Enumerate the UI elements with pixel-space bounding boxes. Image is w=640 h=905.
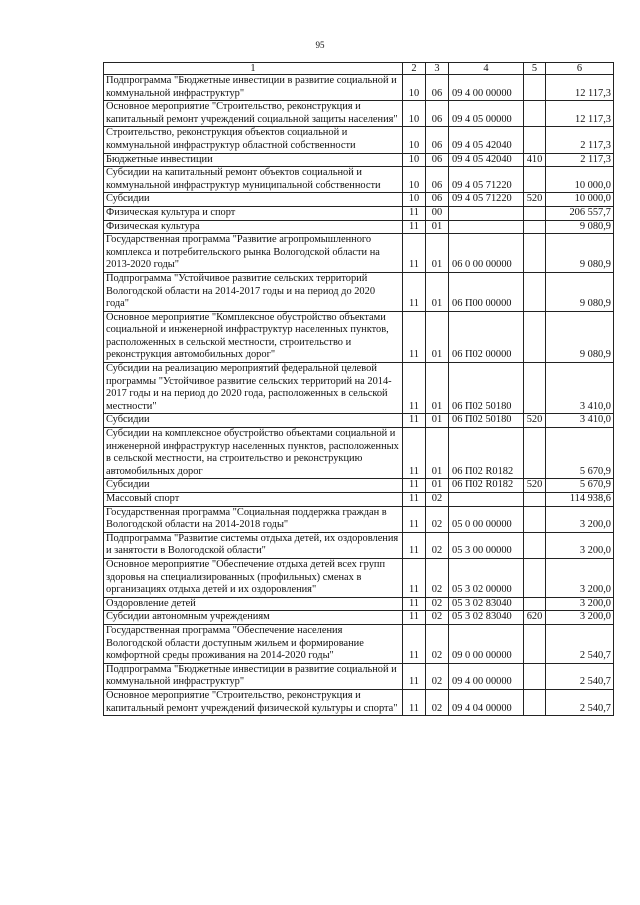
row-name: Государственная программа "Развитие агропромышленного комплекса и потребительского рынка Вологодской области на 2013-2020 годы"	[104, 234, 403, 273]
amount: 2 540,7	[546, 624, 614, 663]
section-code: 10	[403, 193, 426, 207]
table-row	[104, 532, 614, 558]
table-row	[104, 624, 614, 663]
amount: 3 200,0	[546, 532, 614, 558]
expense-type-code	[524, 101, 546, 127]
subsection-code: 02	[426, 624, 449, 663]
table-row	[104, 663, 614, 689]
amount: 12 117,3	[546, 101, 614, 127]
target-article-code: 05 0 00 00000	[449, 506, 524, 532]
target-article-code: 09 4 05 71220	[449, 193, 524, 207]
budget-table	[103, 62, 614, 716]
expense-type-code	[524, 428, 546, 479]
section-code: 11	[403, 479, 426, 493]
row-name: Государственная программа "Обеспечение населения Вологодской области доступным жильем и формирование комфортной среды проживания на 2014-2020 годы"	[104, 624, 403, 663]
section-code: 10	[403, 153, 426, 167]
amount: 12 117,3	[546, 75, 614, 101]
target-article-code: 09 0 00 00000	[449, 624, 524, 663]
target-article-code: 09 4 05 42040	[449, 153, 524, 167]
row-name: Подпрограмма "Развитие системы отдыха детей, их оздоровления и занятости в Вологодской области"	[104, 532, 403, 558]
subsection-code: 00	[426, 206, 449, 220]
section-code: 11	[403, 493, 426, 507]
amount: 10 000,0	[546, 167, 614, 193]
expense-type-code	[524, 558, 546, 597]
expense-type-code: 620	[524, 611, 546, 625]
row-name: Бюджетные инвестиции	[104, 153, 403, 167]
row-name: Субсидии на реализацию мероприятий федеральной целевой программы "Устойчивое развитие сельских территорий на 2014-2017 годы и на период до 2020 года, расположенных в сельской местности"	[104, 363, 403, 414]
table-row	[104, 597, 614, 611]
target-article-code: 05 3 02 83040	[449, 611, 524, 625]
amount: 2 540,7	[546, 689, 614, 715]
expense-type-code	[524, 167, 546, 193]
table-row	[104, 414, 614, 428]
expense-type-code	[524, 663, 546, 689]
section-code: 11	[403, 414, 426, 428]
row-name: Физическая культура и спорт	[104, 206, 403, 220]
target-article-code: 09 4 05 00000	[449, 101, 524, 127]
subsection-code: 01	[426, 428, 449, 479]
table-row	[104, 167, 614, 193]
subsection-code: 02	[426, 597, 449, 611]
section-code: 11	[403, 624, 426, 663]
subsection-code: 01	[426, 272, 449, 311]
column-header: 5	[524, 63, 546, 75]
target-article-code: 09 4 05 71220	[449, 167, 524, 193]
row-name: Субсидии автономным учреждениям	[104, 611, 403, 625]
row-name: Основное мероприятие "Обеспечение отдыха детей всех групп здоровья на специализированных (профильных) сменах в организациях отдыха детей и их оздоровления"	[104, 558, 403, 597]
table-row	[104, 272, 614, 311]
target-article-code: 06 П00 00000	[449, 272, 524, 311]
subsection-code: 01	[426, 311, 449, 362]
subsection-code: 06	[426, 127, 449, 153]
amount: 2 117,3	[546, 153, 614, 167]
section-code: 10	[403, 127, 426, 153]
subsection-code: 06	[426, 167, 449, 193]
amount: 10 000,0	[546, 193, 614, 207]
budget-table-body	[104, 75, 614, 716]
target-article-code	[449, 493, 524, 507]
section-code: 11	[403, 311, 426, 362]
section-code: 11	[403, 363, 426, 414]
target-article-code: 09 4 05 42040	[449, 127, 524, 153]
row-name: Подпрограмма "Бюджетные инвестиции в развитие социальной и коммунальной инфраструктур"	[104, 75, 403, 101]
amount: 2 117,3	[546, 127, 614, 153]
subsection-code: 02	[426, 506, 449, 532]
amount: 2 540,7	[546, 663, 614, 689]
subsection-code: 02	[426, 558, 449, 597]
expense-type-code	[524, 597, 546, 611]
subsection-code: 06	[426, 101, 449, 127]
amount: 3 410,0	[546, 363, 614, 414]
table-row	[104, 479, 614, 493]
subsection-code: 02	[426, 532, 449, 558]
page-number: 95	[315, 40, 325, 50]
table-row	[104, 363, 614, 414]
section-code: 11	[403, 272, 426, 311]
subsection-code: 02	[426, 611, 449, 625]
subsection-code: 01	[426, 220, 449, 234]
row-name: Оздоровление детей	[104, 597, 403, 611]
expense-type-code	[524, 75, 546, 101]
target-article-code: 05 3 02 00000	[449, 558, 524, 597]
table-row	[104, 75, 614, 101]
target-article-code: 06 П02 R0182	[449, 479, 524, 493]
column-header: 4	[449, 63, 524, 75]
column-header: 3	[426, 63, 449, 75]
table-row	[104, 611, 614, 625]
subsection-code: 02	[426, 689, 449, 715]
amount: 9 080,9	[546, 220, 614, 234]
section-code: 10	[403, 167, 426, 193]
table-row	[104, 101, 614, 127]
subsection-code: 01	[426, 234, 449, 273]
amount: 3 200,0	[546, 506, 614, 532]
section-code: 11	[403, 611, 426, 625]
target-article-code: 09 4 00 00000	[449, 75, 524, 101]
expense-type-code	[524, 532, 546, 558]
expense-type-code: 520	[524, 479, 546, 493]
expense-type-code: 520	[524, 414, 546, 428]
section-code: 11	[403, 532, 426, 558]
target-article-code: 09 4 04 00000	[449, 689, 524, 715]
table-row	[104, 193, 614, 207]
expense-type-code	[524, 689, 546, 715]
table-row	[104, 558, 614, 597]
target-article-code: 06 П02 00000	[449, 311, 524, 362]
subsection-code: 06	[426, 153, 449, 167]
amount: 5 670,9	[546, 479, 614, 493]
section-code: 10	[403, 101, 426, 127]
target-article-code: 06 П02 R0182	[449, 428, 524, 479]
target-article-code: 06 П02 50180	[449, 414, 524, 428]
target-article-code: 05 3 02 83040	[449, 597, 524, 611]
amount: 3 200,0	[546, 611, 614, 625]
row-name: Массовый спорт	[104, 493, 403, 507]
expense-type-code	[524, 493, 546, 507]
row-name: Основное мероприятие "Строительство, реконструкция и капитальный ремонт учреждений физической культуры и спорта"	[104, 689, 403, 715]
table-row	[104, 234, 614, 273]
row-name: Субсидии на капитальный ремонт объектов социальной и коммунальной инфраструктур муниципальной собственности	[104, 167, 403, 193]
row-name: Подпрограмма "Устойчивое развитие сельских территорий Вологодской области на 2014-2017 годы и на период до 2020 года"	[104, 272, 403, 311]
target-article-code	[449, 220, 524, 234]
target-article-code	[449, 206, 524, 220]
expense-type-code	[524, 506, 546, 532]
section-code: 11	[403, 220, 426, 234]
row-name: Основное мероприятие "Строительство, реконструкция и капитальный ремонт учреждений социальной защиты населения"	[104, 101, 403, 127]
expense-type-code: 410	[524, 153, 546, 167]
column-header: 1	[104, 63, 403, 75]
section-code: 11	[403, 206, 426, 220]
expense-type-code	[524, 272, 546, 311]
amount: 9 080,9	[546, 311, 614, 362]
section-code: 11	[403, 558, 426, 597]
table-row	[104, 689, 614, 715]
amount: 3 410,0	[546, 414, 614, 428]
expense-type-code: 520	[524, 193, 546, 207]
section-code: 11	[403, 663, 426, 689]
section-code: 11	[403, 506, 426, 532]
row-name: Государственная программа "Социальная поддержка граждан в Вологодской области на 2014-2018 годы"	[104, 506, 403, 532]
subsection-code: 01	[426, 479, 449, 493]
amount: 5 670,9	[546, 428, 614, 479]
header-row	[104, 63, 614, 75]
table-row	[104, 220, 614, 234]
row-name: Субсидии	[104, 193, 403, 207]
amount: 3 200,0	[546, 597, 614, 611]
section-code: 10	[403, 75, 426, 101]
expense-type-code	[524, 234, 546, 273]
table-row	[104, 506, 614, 532]
section-code: 11	[403, 234, 426, 273]
row-name: Субсидии	[104, 479, 403, 493]
section-code: 11	[403, 428, 426, 479]
amount: 206 557,7	[546, 206, 614, 220]
row-name: Субсидии на комплексное обустройство объектами социальной и инженерной инфраструктур населенных пунктов, расположенных в сельской местности, на строительство и реконструкцию автомобильных дорог	[104, 428, 403, 479]
subsection-code: 06	[426, 193, 449, 207]
row-name: Субсидии	[104, 414, 403, 428]
section-code: 11	[403, 597, 426, 611]
expense-type-code	[524, 624, 546, 663]
amount: 9 080,9	[546, 272, 614, 311]
column-header: 6	[546, 63, 614, 75]
row-name: Подпрограмма "Бюджетные инвестиции в развитие социальной и коммунальной инфраструктур"	[104, 663, 403, 689]
table-row	[104, 206, 614, 220]
table-row	[104, 127, 614, 153]
subsection-code: 06	[426, 75, 449, 101]
row-name: Строительство, реконструкция объектов социальной и коммунальной инфраструктур областной собственности	[104, 127, 403, 153]
table-row	[104, 153, 614, 167]
subsection-code: 01	[426, 414, 449, 428]
table-row	[104, 311, 614, 362]
subsection-code: 02	[426, 663, 449, 689]
expense-type-code	[524, 127, 546, 153]
subsection-code: 02	[426, 493, 449, 507]
amount: 114 938,6	[546, 493, 614, 507]
target-article-code: 06 П02 50180	[449, 363, 524, 414]
target-article-code: 09 4 00 00000	[449, 663, 524, 689]
subsection-code: 01	[426, 363, 449, 414]
amount: 9 080,9	[546, 234, 614, 273]
row-name: Физическая культура	[104, 220, 403, 234]
expense-type-code	[524, 206, 546, 220]
expense-type-code	[524, 311, 546, 362]
table-row	[104, 428, 614, 479]
column-header: 2	[403, 63, 426, 75]
table-row	[104, 493, 614, 507]
target-article-code: 05 3 00 00000	[449, 532, 524, 558]
section-code: 11	[403, 689, 426, 715]
target-article-code: 06 0 00 00000	[449, 234, 524, 273]
amount: 3 200,0	[546, 558, 614, 597]
row-name: Основное мероприятие "Комплексное обустройство объектами социальной и инженерной инфраструктур населенных пунктов, расположенных в сельской местности, строительство и реконструкция автомобильных дорог"	[104, 311, 403, 362]
expense-type-code	[524, 363, 546, 414]
expense-type-code	[524, 220, 546, 234]
